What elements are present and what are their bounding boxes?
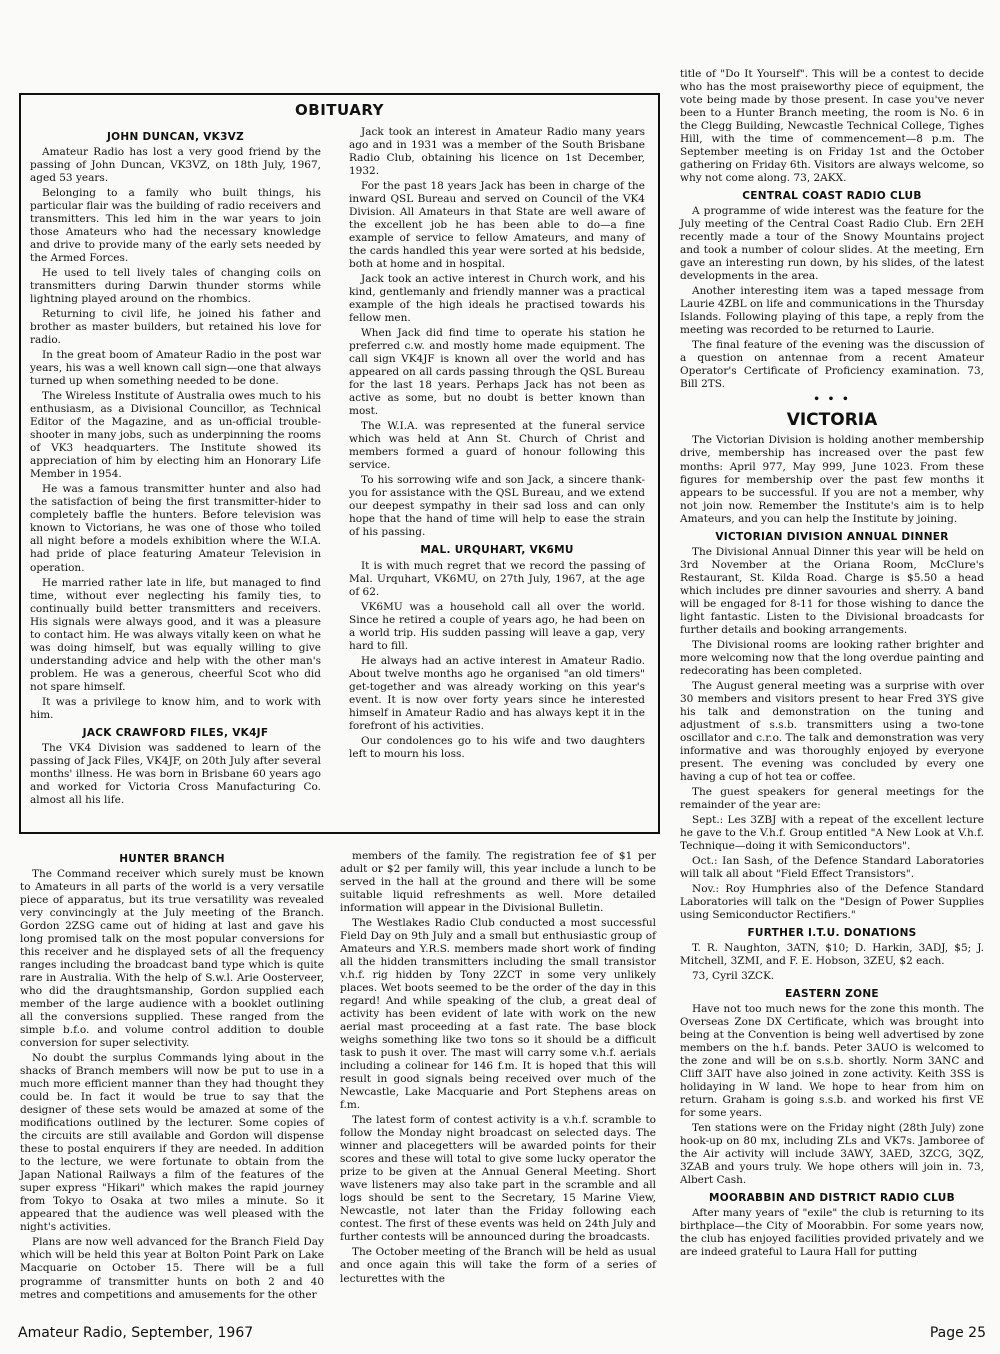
files-paragraph: Jack took an interest in Amateur Radio many years ago and in 1931 was a member of the South Brisbane Radio Club, obtaining his licence on 1st December, 1932. — [349, 126, 645, 178]
dinner-paragraph: The guest speakers for general meetings for the remainder of the year are: — [680, 785, 984, 811]
files-paragraph: When Jack did find time to operate his station he preferred c.w. and mostly home made equipment. The call sign VK4JF is known all over the world and has appeared on all cards passing through the QSL Bureau for the last 18 years. Perhaps Jack has not been as active as some, but no doubt is better known than most. — [349, 327, 645, 418]
duncan-paragraph: Amateur Radio has lost a very good friend by the passing of John Duncan, VK3VZ, on 18th July, 1967, aged 53 years. — [30, 146, 321, 185]
files-paragraph: The VK4 Division was saddened to learn of the passing of Jack Files, VK4JF, on 20th July after several months' illness. He was born in Brisbane 60 years ago and worked for Victoria Cross Manufacturing Co. almost all his life. — [30, 741, 321, 806]
eastern-zone-paragraph: Ten stations were on the Friday night (28th July) zone hook-up on 80 mx, including ZLs and VK7s. Jamboree of the Air activity will include 3AWY, 3AED, 3ZCG, 3QZ, 3ZAB and yours truly. We hope others will join in. 73, Albert Cash. — [680, 1122, 984, 1187]
hunter-paragraph: The Command receiver which surely must be known to Amateurs in all parts of the world is a very versatile piece of apparatus, but its true versatility was revealed very convincingly at the July meeting of the Branch. Gordon 2ZSG came out of hiding at last and gave his long promised talk on the most popular conversions for this receiver and he displayed sets of all the frequency ranges including the broadcast band type which is quite rare in Australia. With the help of S.w.l. Arie Oosterveer, who did the draughtsmanship, Gordon supplied each member of the large audience with a booklet outlining all the conversions supplied. These ranged from the simple b.f.o. and volume control addition to double conversion for super selectivity. — [20, 868, 324, 1050]
duncan-paragraph: Belonging to a family who built things, his particular flair was the building of radio receivers and transmitters. This led him in the war years to join those Amateurs who had the necessary knowledge and drive to provide many of the early sets needed by the Armed Forces. — [30, 187, 321, 265]
moorabbin-paragraph: After many years of "exile" the club is returning to its birthplace—the City of Moorabbin. For some years now, the club has enjoyed facilities provided privately and we are indeed grateful to Laura Hall for putting — [680, 1207, 984, 1259]
duncan-paragraph: Returning to civil life, he joined his father and brother as master builders, but retained his love for radio. — [30, 308, 321, 347]
hunter-heading: HUNTER BRANCH — [119, 853, 225, 865]
urquhart-paragraph: Our condolences go to his wife and two daughters left to mourn his loss. — [349, 734, 645, 760]
eastern-zone-heading: EASTERN ZONE — [785, 988, 879, 1001]
hunter-column-2 — [340, 850, 656, 1288]
hunter-paragraph: The Westlakes Radio Club conducted a most successful Field Day on 9th July and a small but enthusiastic group of Amateurs and Y.R.S. members made short work of finding all the hidden transmitters including the small transistor v.h.f. rig hidden by Tony 2ZCT in some very unlikely places. Wet boots seemed to be the order of the day in this regard! And while speaking of the club, a great deal of activity has been evident of late with work on the new aerial mast proceeding at a fast rate. The base block weighs something like two tons so it should be a difficult task to push it over. The mast will carry some v.h.f. aerials including a colinear for 146 f.m. It is hoped that this will result in good signals being received over much of the Newcastle, Lake Macquarie and Port Stephens areas on f.m. — [340, 917, 656, 1112]
dinner-paragraph: The Divisional rooms are looking rather brighter and more welcoming now that the long overdue painting and redecorating has been completed. — [680, 638, 984, 677]
files-paragraph: Jack took an active interest in Church work, and his kind, gentlemanly and friendly manner was a practical example of the high ideals he practised towards his fellow men. — [349, 273, 645, 325]
dinner-paragraph: The August general meeting was a surprise with over 30 members and visitors present to hear Fred 3YS give his talk and demonstration on the tuning and adjustment of s.s.b. transmitters using a two-tone oscillator and c.r.o. The talk and demonstration was very informative and was thoroughly enjoyed by everyone present. The evening was concluded by every one having a cup of hot tea or coffee. — [680, 679, 984, 783]
files-paragraph: The W.I.A. was represented at the funeral service which was held at Ann St. Church of Christ and members formed a guard of honour following this service. — [349, 420, 645, 472]
hunter-paragraph: The October meeting of the Branch will be held as usual and once again this will take the form of a series of lecturettes with the — [340, 1246, 656, 1285]
moorabbin-heading: MOORABBIN AND DISTRICT RADIO CLUB — [709, 1192, 955, 1205]
hunter-paragraph: The latest form of contest activity is a v.h.f. scramble to follow the Monday night broadcast on selected days. The winner and placegetters will be awarded points for their scores and these will total to give some lucky operator the prize to be given at the Annual General Meeting. Short wave listeners may also take part in the scramble and all logs should be sent to the Secretary, 15 Marine View, Newcastle, not later than the Friday following each contest. The first of these events was held on 24th July and further contests will be announced during the broadcasts. — [340, 1114, 656, 1244]
duncan-paragraph: He used to tell lively tales of changing coils on transmitters during Darwin thunder storms while lightning played around on the rhombics. — [30, 267, 321, 306]
dinner-paragraph: Nov.: Roy Humphries also of the Defence Standard Laboratories will talk on the "Design of Power Supplies using Semiconductor Rectifiers." — [680, 882, 984, 922]
dinner-paragraph: Oct.: Ian Sash, of the Defence Standard Laboratories will talk all about "Field Effect Transistors". — [680, 854, 984, 880]
hunter-paragraph: Plans are now well advanced for the Branch Field Day which will be held this year at Bolton Point Park on Lake Macquarie on October 15. There will be a full programme of transmitter hunts on both 2 and 40 metres and competitions and amusements for the other — [20, 1236, 324, 1301]
duncan-heading: JOHN DUNCAN, VK3VZ — [106, 131, 245, 143]
urquhart-paragraph: It is with much regret that we record the passing of Mal. Urquhart, VK6MU, on 27th July, 1967, at the age of 62. — [349, 559, 645, 598]
dinner-paragraph: Sept.: Les 3ZBJ with a repeat of the excellent lecture he gave to the V.h.f. Group entitled "A New Look at V.h.f. Technique—doing it with Semiconductors". — [680, 813, 984, 852]
files-heading: JACK CRAWFORD FILES, VK4JF — [82, 726, 269, 739]
dinner-heading: VICTORIAN DIVISION ANNUAL DINNER — [715, 530, 949, 543]
itu-heading: FURTHER I.T.U. DONATIONS — [747, 927, 917, 940]
files-paragraph: To his sorrowing wife and son Jack, a sincere thank-you for assistance with the QSL Bureau, and we extend our deepest sympathy in their sad loss and can only hope that the hand of time will help to ease the strain of his passing. — [349, 474, 645, 539]
itu-paragraph: T. R. Naughton, 3ATN, $10; D. Harkin, 3ADJ, $5; J. Mitchell, 3ZMI, and F. E. Hobson, 3ZEU, $2 each. — [680, 942, 984, 968]
urquhart-heading: MAL. URQUHART, VK6MU — [420, 544, 574, 557]
central-coast-paragraph: A programme of wide interest was the feature for the July meeting of the Central Coast Radio Club. Ern 2EH recently made a tour of the Snowy Mountains project and took a number of colour slides. At the meeting, Ern gave an interesting run down, by his slides, of the latest developments in the area. — [680, 205, 984, 283]
hunter-paragraph: No doubt the surplus Commands lying about in the shacks of Branch members will now be put to use in a much more efficient manner than they had thought they could be. In fact it would be true to say that the designer of these sets would be amazed at some of the modifications outlined by the lecturer. Some copies of the circuits are still available and Gordon will dispense these to postal enquirers if they are needed. In addition to the lecture, we were fortunate to obtain from the Japan National Railways a film of the features of the super express "Hikari" which makes the rapid journey from Tokyo to Osaka at two miles a minute. So it appeared that the audience was well pleased with the night's activities. — [20, 1052, 324, 1234]
duncan-paragraph: He was a famous transmitter hunter and also had the satisfaction of being the first transmitter-hider to completely baffle the hunters. Before television was known to Victorians, he was one of those who toiled all night before a models exhibition where the W.I.A. had pride of place featuring Amateur Television in operation. — [30, 483, 321, 574]
central-coast-paragraph: Another interesting item was a taped message from Laurie 4ZBL on life and communications in the Thursday Islands. Following playing of this tape, a reply from the meeting was recorded to be returned to Laurie. — [680, 285, 984, 337]
hunter-continued: title of "Do It Yourself". This will be a contest to decide who has the most praiseworthy piece of equipment, the vote being made by those present. In case you've never been to a Hunter Branch meeting, the room is No. 6 in the Clegg Building, Newcastle Technical College, Tighes Hill, with the time of commencement—8 p.m. The September meeting is on Friday 1st and the October gathering on Friday 6th. Visitors are always welcome, so why not come along. 73, 2AKX. — [680, 68, 984, 185]
dinner-paragraph: The Divisional Annual Dinner this year will be held on 3rd November at the Oriana Room, McClure's Restaurant, St. Kilda Road. Charge is $5.50 a head which includes pre dinner savouries and sherry. A band will be engaged for 8-11 for those wishing to dance the light fantastic. Listen to the Divisional broadcasts for further details and booking arrangements. — [680, 545, 984, 636]
eastern-zone-paragraph: Have not too much news for the zone this month. The Overseas Zone DX Certificate, which was brought into being at the Convention is being well advertised by zone members on the h.f. bands. Peter 3AUO is welcomed to the zone and will be on s.s.b. shortly. Norm 3ANC and Cliff 3AIT have also joined in zone activity. Keith 3SS is holidaying in W land. We hope to hear from him on return. Graham is going s.s.b. and worked his first VE for some years. — [680, 1003, 984, 1120]
obituary-column-1 — [30, 126, 321, 809]
duncan-paragraph: In the great boom of Amateur Radio in the post war years, his was a well known call sign—one that always turned up when something needed to be done. — [30, 349, 321, 388]
hunter-paragraph: members of the family. The registration fee of $1 per adult or $2 per family will, this year include a lunch to be served in the hall at the ground and there will be some suitable liquid refreshments as well. More detailed information will appear in the Divisional Bulletin. — [340, 850, 656, 915]
footer-publication: Amateur Radio, September, 1967 — [18, 1325, 254, 1341]
itu-signoff: 73, Cyril 3ZCK. — [692, 970, 775, 983]
urquhart-paragraph: He always had an active interest in Amateur Radio. About twelve months ago he organised "an old timers" get-together and was already working on this year's event. It is now over forty years since he interested himself in Amateur Radio and has always kept it in the forefront of his activities. — [349, 654, 645, 732]
files-paragraph: For the past 18 years Jack has been in charge of the inward QSL Bureau and served on Council of the VK4 Division. All Amateurs in that State are well aware of the excellent job he has been able to do—a fine example of service to fellow Amateurs, and many of the cards handled this year were sorted at his bedside, both at home and in hospital. — [349, 180, 645, 271]
obituary-column-2 — [349, 126, 645, 763]
obituary-title: OBITUARY — [295, 101, 384, 119]
victoria-paragraph: The Victorian Division is holding another membership drive, membership has increased over the past few months: April 977, May 999, June 1023. From these figures for membership over the past few months it appears to be successful. If you are not a member, why not join now. Remember the Institute's aim is to help Amateurs, and you can help the Institute by joining. — [680, 434, 984, 525]
duncan-paragraph: He married rather late in life, but managed to find time, without ever neglecting his family ties, to continually build better transmitters and receivers. His signals were always good, and it was a pleasure to contact him. He was always vitally keen on what he was doing himself, but was equally willing to give understanding advice and help with the other man's problem. He was a generous, cheerful Scot who did not spare himself. — [30, 576, 321, 693]
hunter-column-1 — [20, 848, 324, 1304]
duncan-paragraph: It was a privilege to know him, and to work with him. — [30, 695, 321, 721]
victoria-heading: VICTORIA — [786, 410, 878, 431]
footer-page-number: Page 25 — [929, 1325, 986, 1341]
central-coast-heading: CENTRAL COAST RADIO CLUB — [742, 190, 922, 203]
central-coast-paragraph: The final feature of the evening was the discussion of a question on antennae from a recent Amateur Operator's Certificate of Proficiency examination. 73, Bill 2TS. — [680, 339, 984, 391]
right-column — [680, 68, 984, 1261]
urquhart-paragraph: VK6MU was a household call all over the world. Since he retired a couple of years ago, he had been on a world trip. His sudden passing will leave a gap, very hard to fill. — [349, 600, 645, 652]
duncan-paragraph: The Wireless Institute of Australia owes much to his enthusiasm, as a Divisional Councillor, as Technical Editor of the Magazine, and as un-official trouble-shooter in many jobs, such as underpinning the rooms of VK3 headquarters. The Institute showed its appreciation of him by electing him an Honorary Life Member in 1954. — [30, 390, 321, 481]
section-separator: • • • — [813, 393, 851, 406]
